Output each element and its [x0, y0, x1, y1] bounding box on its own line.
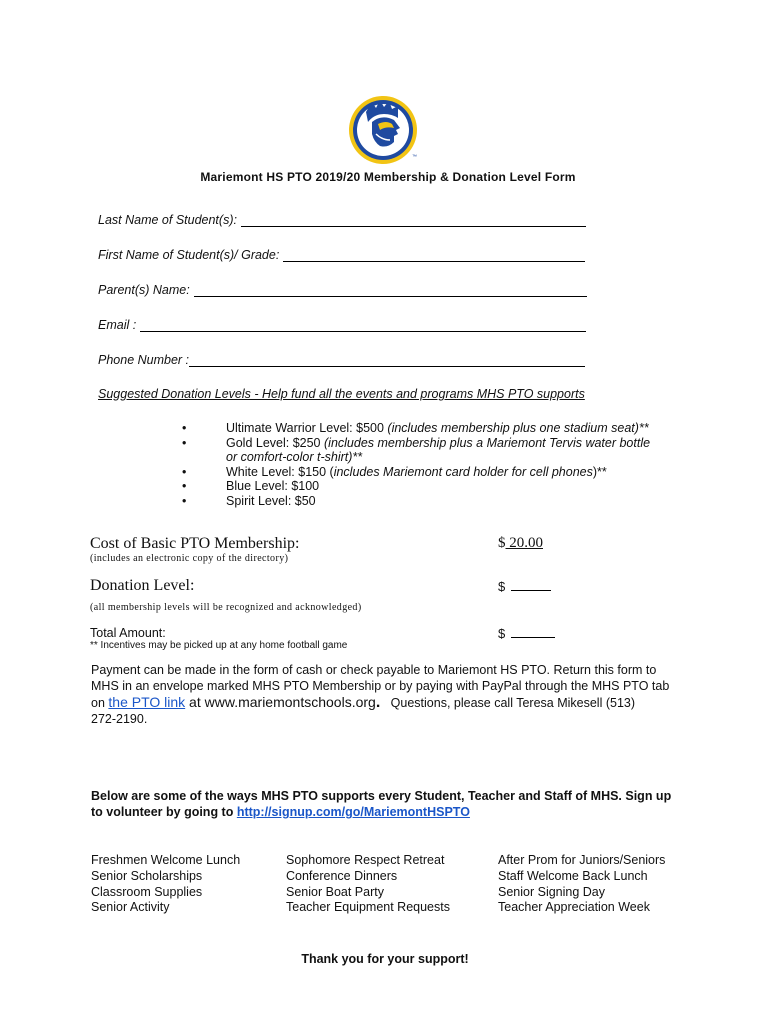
- email-input[interactable]: [140, 317, 586, 332]
- list-item: Freshmen Welcome Lunch: [91, 853, 241, 867]
- list-item: Conference Dinners: [286, 868, 398, 883]
- level-text: Ultimate Warrior Level: $500: [226, 421, 388, 435]
- parent-name-input[interactable]: [194, 282, 587, 297]
- total-amount: [498, 626, 555, 641]
- suggested-levels-heading: Suggested Donation Levels - Help fund all the events and programs MHS PTO supports: [98, 387, 585, 401]
- currency-symbol: $: [498, 535, 506, 551]
- support-text: to volunteer by going to: [91, 805, 237, 819]
- list-item: Staff Welcome Back Lunch: [498, 868, 648, 883]
- email-field: [98, 317, 586, 332]
- donation-amount: [498, 579, 551, 594]
- list-item: Senior Boat Party: [286, 884, 384, 899]
- form-title: Mariemont HS PTO 2019/20 Membership & Donation Level Form: [200, 170, 576, 184]
- first-name-label: First Name of Student(s)/ Grade:: [98, 248, 280, 262]
- payment-text: .: [375, 694, 381, 711]
- level-detail: (includes membership plus one stadium seat)**: [387, 421, 649, 435]
- parent-name-field: [98, 282, 587, 297]
- last-name-field: [98, 212, 586, 227]
- payment-text: Questions, please call Teresa Mikesell (513): [380, 696, 636, 710]
- parent-name-label: Parent(s) Name:: [98, 283, 190, 297]
- level-detail: includes Mariemont card holder for cell phones: [333, 464, 593, 479]
- bullet-icon: •: [182, 435, 187, 450]
- list-item: Sophomore Respect Retreat: [286, 853, 445, 867]
- svg-text:™: ™: [412, 154, 417, 160]
- list-item: Senior Activity: [91, 900, 170, 915]
- level-text: Blue Level: $100: [226, 479, 320, 494]
- support-line: Below are some of the ways MHS PTO supports every Student, Teacher and Staff of MHS. Sign up: [91, 789, 672, 803]
- signup-link[interactable]: http://signup.com/go/MariemontHSPTO: [236, 805, 470, 819]
- bullet-icon: •: [182, 479, 187, 494]
- level-text: White Level: $150 (: [226, 464, 334, 479]
- last-name-input[interactable]: [241, 212, 586, 227]
- basic-membership-amount: [498, 535, 543, 552]
- level-detail: or comfort-color t-shirt)**: [226, 450, 363, 465]
- basic-amount-value: 20.00: [505, 535, 543, 551]
- payment-line: 272-2190.: [91, 712, 148, 726]
- list-item: Teacher Equipment Requests: [286, 900, 450, 915]
- payment-line: [91, 694, 711, 711]
- basic-membership-label: Cost of Basic PTO Membership:: [90, 535, 300, 552]
- bullet-icon: •: [182, 421, 187, 435]
- total-amount-input[interactable]: [511, 627, 555, 638]
- donation-level-note: (all membership levels will be recognized and acknowledged): [90, 602, 362, 613]
- list-item: After Prom for Juniors/Seniors: [498, 853, 666, 867]
- pto-link[interactable]: the PTO link: [108, 694, 186, 710]
- support-column-3: [498, 853, 665, 916]
- bullet-icon: •: [182, 493, 187, 508]
- level-text: Gold Level: $250: [226, 435, 324, 450]
- list-item: Classroom Supplies: [91, 884, 203, 899]
- phone-field: [98, 352, 585, 367]
- incentive-note: ** Incentives may be picked up at any home football game: [90, 640, 348, 651]
- support-paragraph: [91, 788, 711, 820]
- first-name-field: [98, 247, 585, 262]
- support-line: [91, 804, 711, 820]
- phone-label: Phone Number :: [98, 353, 190, 367]
- first-name-input[interactable]: [283, 247, 585, 262]
- thank-you-message: Thank you for your support!: [301, 952, 469, 966]
- phone-input[interactable]: [189, 352, 585, 367]
- basic-membership-note: (includes an electronic copy of the directory): [90, 553, 289, 564]
- total-amount-label: Total Amount:: [90, 626, 166, 640]
- payment-paragraph: [91, 662, 711, 727]
- currency-symbol: $: [498, 579, 506, 594]
- email-label: Email :: [98, 318, 137, 332]
- currency-symbol: $: [498, 626, 506, 641]
- payment-line: MHS in an envelope marked MHS PTO Membership or by paying with PayPal through the MHS PTO tab: [91, 679, 670, 693]
- level-detail: (includes membership plus a Mariemont Tervis water bottle: [324, 435, 651, 450]
- support-column-1: [91, 853, 240, 916]
- level-text: Spirit Level: $50: [226, 493, 316, 508]
- website-text: www.mariemontschools.org: [204, 694, 376, 710]
- payment-line: Payment can be made in the form of cash or check payable to Mariemont HS PTO. Return this form to: [91, 663, 657, 677]
- level-tail: )**: [592, 464, 607, 479]
- mariemont-warrior-logo-icon: [348, 94, 420, 166]
- list-item: Teacher Appreciation Week: [498, 900, 650, 915]
- list-item: Senior Signing Day: [498, 884, 606, 899]
- bullet-icon: •: [182, 464, 187, 479]
- list-item: Senior Scholarships: [91, 868, 203, 883]
- donation-level-label: Donation Level:: [90, 577, 195, 594]
- support-column-2: [286, 853, 450, 916]
- payment-text: on: [91, 696, 105, 710]
- last-name-label: Last Name of Student(s):: [98, 213, 237, 227]
- donation-amount-input[interactable]: [511, 580, 551, 591]
- payment-text: at: [185, 694, 205, 710]
